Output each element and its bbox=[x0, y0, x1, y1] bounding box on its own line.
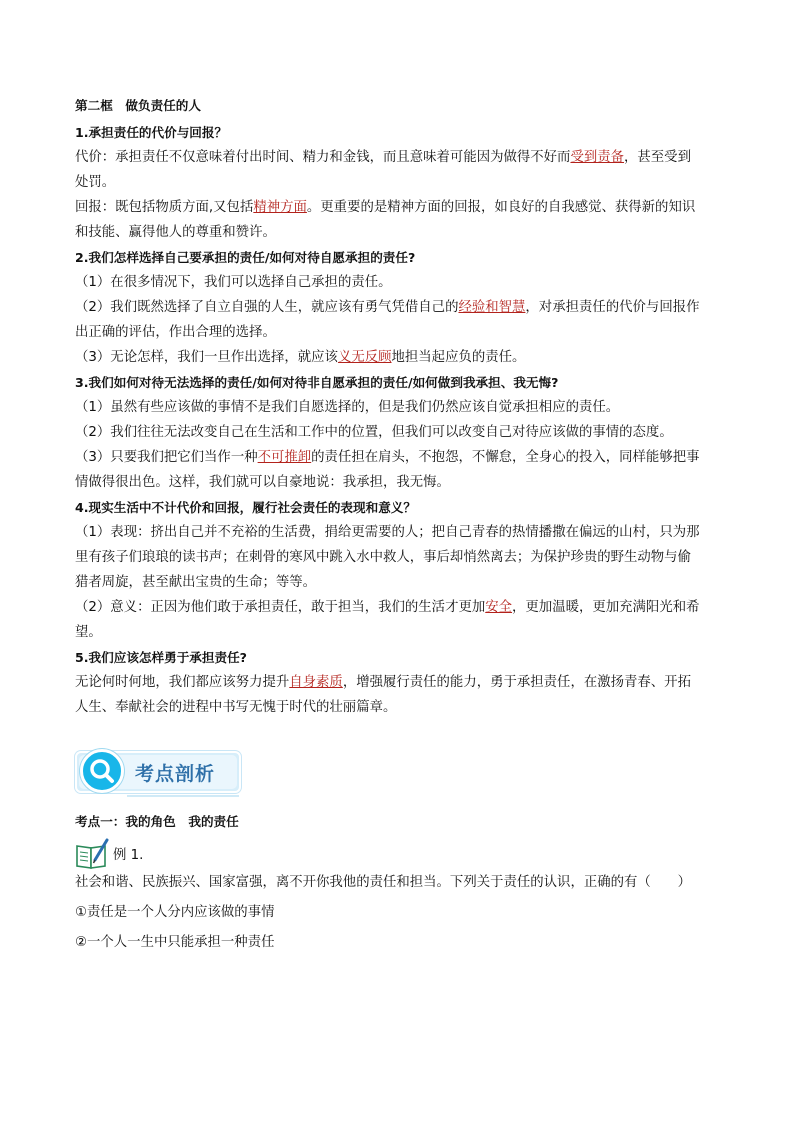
q1-cost-line2: 处罚。 bbox=[75, 175, 116, 190]
section-heading: 第二框 做负责任的人 bbox=[75, 98, 201, 113]
text-run: 。更重要的是精神方面的回报，如良好的自我感觉、获得新的知识 bbox=[306, 200, 696, 215]
text-run: （3）无论怎样，我们一旦作出选择，就应该 bbox=[75, 350, 338, 365]
example-header bbox=[75, 834, 725, 870]
section-badge bbox=[75, 745, 245, 799]
text-run: （2）意义：正因为他们敢于承担责任，敢于担当，我们的生活才更加 bbox=[75, 600, 486, 615]
q2-p3 bbox=[75, 345, 725, 370]
q4-p2-line2: 望。 bbox=[75, 625, 102, 640]
document-page bbox=[75, 93, 725, 955]
text-run: 回报：既包括物质方面,又包括 bbox=[75, 200, 254, 215]
text-run: 代价：承担责任不仅意味着付出时间、精力和金钱，而且意味着可能因为做得不好而 bbox=[75, 150, 571, 165]
q4-p1-line2: 里有孩子们琅琅的读书声；在刺骨的寒风中跳入水中救人，事后却悄然离去；为保护珍贵的野生动物与偷 bbox=[75, 550, 691, 565]
text-run: 无论何时何地，我们都应该努力提升 bbox=[75, 675, 290, 690]
text-run: 地担当起应负的责任。 bbox=[391, 350, 526, 365]
q1-title: 1.承担责任的代价与回报？ bbox=[75, 125, 228, 140]
example-option-1: ①责任是一个人分内应该做的事情 bbox=[75, 905, 275, 920]
q3-p1: （1）虽然有些应该做的事情不是我们自愿选择的，但是我们仍然应该自觉承担相应的责任。 bbox=[75, 400, 620, 415]
q4-p2-line1 bbox=[75, 595, 725, 620]
text-run: ，甚至受到 bbox=[624, 150, 691, 165]
book-pencil-icon bbox=[75, 838, 109, 870]
badge-underline bbox=[127, 795, 239, 797]
q5-title: 5.我们应该怎样勇于承担责任? bbox=[75, 650, 247, 665]
point1-title: 考点一：我的角色 我的责任 bbox=[75, 814, 239, 829]
q3-p3-line2: 情做得很出色。这样，我们就可以自豪地说：我承担，我无悔。 bbox=[75, 475, 450, 490]
highlight-keyword: 义无反顾 bbox=[337, 350, 392, 365]
q2-p1: （1）在很多情况下，我们可以选择自己承担的责任。 bbox=[75, 275, 392, 290]
highlight-keyword: 安全 bbox=[485, 600, 513, 615]
example-label: 例 1. bbox=[113, 848, 144, 863]
example-question: 社会和谐、民族振兴、国家富强，离不开你我他的责任和担当。下列关于责任的认识，正确的有（ ） bbox=[75, 875, 691, 890]
magnifier-glyph bbox=[83, 752, 121, 790]
highlight-keyword: 自身素质 bbox=[289, 675, 343, 690]
highlight-keyword: 经验和智慧 bbox=[458, 300, 526, 315]
highlight-keyword: 精神方面 bbox=[253, 200, 307, 215]
q2-p2-line2: 出正确的评估，作出合理的选择。 bbox=[75, 325, 276, 340]
highlight-keyword: 受到责备 bbox=[570, 150, 625, 165]
text-run: （2）我们既然选择了自立自强的人生，就应该有勇气凭借自己的 bbox=[75, 300, 459, 315]
q2-title: 2.我们怎样选择自己要承担的责任/如何对待自愿承担的责任? bbox=[75, 250, 416, 265]
q1-reward-line1 bbox=[75, 195, 725, 220]
text-run: ，对承担责任的代价与回报作 bbox=[525, 300, 700, 315]
badge-title: 考点剖析 bbox=[135, 763, 216, 785]
text-run: （3）只要我们把它们当作一种 bbox=[75, 450, 258, 465]
q4-p1-line1: （1）表现：挤出自己并不充裕的生活费，捐给更需要的人；把自己青春的热情播撒在偏远的山村，只为那 bbox=[75, 525, 700, 540]
q1-reward-line2: 和技能、赢得他人的尊重和赞许。 bbox=[75, 225, 276, 240]
q5-p1-line1 bbox=[75, 670, 725, 695]
example-option-2: ②一个人一生中只能承担一种责任 bbox=[75, 935, 275, 950]
highlight-keyword: 不可推卸 bbox=[257, 450, 312, 465]
q1-cost-line1 bbox=[75, 145, 725, 170]
q4-p1-line3: 猎者周旋，甚至献出宝贵的生命；等等。 bbox=[75, 575, 317, 590]
q2-p2-line1 bbox=[75, 295, 725, 320]
text-run: ，增强履行责任的能力，勇于承担责任，在激扬青春、开拓 bbox=[342, 675, 691, 690]
q3-p2: （2）我们往往无法改变自己在生活和工作中的位置，但我们可以改变自己对待应该做的事情的态度。 bbox=[75, 425, 673, 440]
text-run: ，更加温暖，更加充满阳光和希 bbox=[512, 600, 700, 615]
q4-title: 4.现实生活中不计代价和回报，履行社会责任的表现和意义？ bbox=[75, 500, 416, 515]
q3-title: 3.我们如何对待无法选择的责任/如何对待非自愿承担的责任/如何做到我承担、我无悔? bbox=[75, 375, 559, 390]
q5-p1-line2: 人生、奉献社会的进程中书写无愧于时代的壮丽篇章。 bbox=[75, 700, 397, 715]
q3-p3-line1 bbox=[75, 445, 725, 470]
text-run: 的责任担在肩头，不抱怨，不懈怠，全身心的投入，同样能够把事 bbox=[311, 450, 700, 465]
magnifier-icon bbox=[80, 749, 124, 793]
